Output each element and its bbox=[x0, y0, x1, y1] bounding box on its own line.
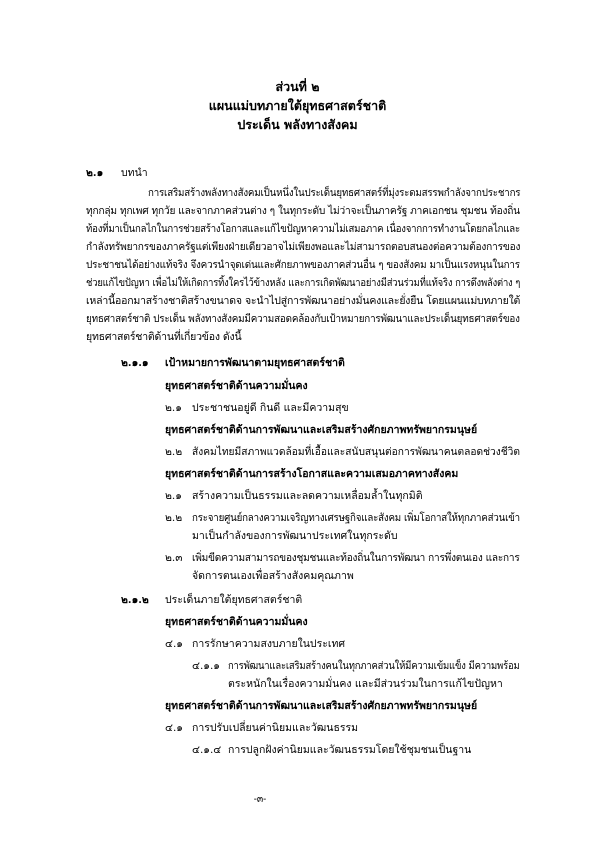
page-number: -๓- bbox=[253, 793, 267, 805]
topic-title: ประเด็น พลังทางสังคม bbox=[237, 117, 358, 132]
item-text-continued: จัดการตนเองเพื่อสร้างสังคมคุณภาพ bbox=[192, 570, 354, 582]
intro-line: ยุทธศาสตร์ชาติ ประเด็น พลังทางสังคมมีความสอดคล้องกับเป้าหมายการพัฒนาและประเด็นยุทธศาสตร์ของ bbox=[86, 313, 520, 325]
strategy-heading: ยุทธศาสตร์ชาติด้านความมั่นคง bbox=[165, 616, 308, 628]
item-number: ๒.๓ bbox=[165, 552, 183, 564]
item-text: การรักษาความสงบภายในประเทศ bbox=[192, 638, 346, 650]
item-number: ๒.๒ bbox=[165, 446, 183, 458]
strategy-heading: ยุทธศาสตร์ชาติด้านการพัฒนาและเสริมสร้างศักยภาพทรัพยากรมนุษย์ bbox=[165, 424, 478, 436]
item-number: ๒.๑ bbox=[165, 402, 182, 414]
item-number: ๔.๑ bbox=[165, 638, 183, 650]
strategy-heading: ยุทธศาสตร์ชาติด้านความมั่นคง bbox=[165, 380, 308, 392]
item-number: ๒.๒ bbox=[165, 512, 183, 524]
intro-line: การเสริมสร้างพลังทางสังคมเป็นหนึ่งในประเด็นยุทธศาสตร์ที่มุ่งระดมสรรพกำลังจากประชากร bbox=[148, 187, 521, 199]
section-number: ๒.๑ bbox=[86, 167, 104, 179]
strategy-heading: ยุทธศาสตร์ชาติด้านการสร้างโอกาสและความเสมอภาคทางสังคม bbox=[165, 468, 459, 480]
subitem-number: ๔.๑.๑ bbox=[192, 660, 220, 672]
item-number: ๒.๑ bbox=[165, 490, 182, 502]
item-number: ๔.๑ bbox=[165, 722, 183, 734]
subitem-text: การปลูกฝังค่านิยมและวัฒนธรรมโดยใช้ชุมชนเป็นฐาน bbox=[228, 744, 472, 756]
intro-line: เหล่านี้ออกมาสร้างชาติสร้างขนาดจ จะนำไปสู่การพัฒนาอย่างมั่นคงและยั่งยืน โดยแผนแม่บทภายใต้ bbox=[86, 295, 521, 307]
intro-line: ทุกกลุ่ม ทุกเพศ ทุกวัย และจากภาคส่วนต่าง ๆ ในทุกระดับ ไม่ว่าจะเป็นภาครัฐ ภาคเอกชน ชุมชน ท้องถิ่น bbox=[86, 205, 520, 217]
plan-title: แผนแม่บทภายใต้ยุทธศาสตร์ชาติ bbox=[208, 98, 387, 113]
subsection-number: ๒.๑.๑ bbox=[121, 357, 149, 369]
intro-line: ประชาชนได้อย่างแท้จริง จึงควรนำจุดเด่นและศักยภาพของภาคส่วนอื่น ๆ ของสังคม มาเป็นแรงหนุนในการ bbox=[86, 259, 520, 271]
intro-line: กำลังทรัพยากรของภาครัฐแต่เพียงฝ่ายเดียวอาจไม่เพียงพอและไม่สามารถตอบสนองต่อความต้องการของ bbox=[86, 241, 521, 253]
intro-line: ยุทธศาสตร์ชาติด้านที่เกี่ยวข้อง ดังนี้ bbox=[86, 331, 242, 343]
item-text: สร้างความเป็นธรรมและลดความเหลื่อมล้ำในทุกมิติ bbox=[192, 490, 423, 502]
part-title: ส่วนที่ ๒ bbox=[275, 79, 320, 94]
item-text: สังคมไทยมีสภาพแวดล้อมที่เอื้อและสนับสนุนต่อการพัฒนาคนตลอดช่วงชีวิต bbox=[192, 446, 520, 458]
subitem-number: ๔.๑.๔ bbox=[192, 744, 222, 756]
intro-line: ช่วยแก้ไขปัญหา เพื่อไม่ให้เกิดการทิ้งใครไว้ข้างหลัง และการเกิดพัฒนาอย่างมีส่วนร่วมที่แท้จริง การดึงพลังต่าง ๆ bbox=[86, 277, 521, 289]
subsection-number: ๒.๑.๒ bbox=[121, 594, 149, 606]
item-text: การปรับเปลี่ยนค่านิยมและวัฒนธรรม bbox=[192, 722, 359, 734]
section-title: บทนำ bbox=[121, 167, 148, 179]
item-text: ประชาชนอยู่ดี กินดี และมีความสุข bbox=[192, 402, 349, 414]
item-text: กระจายศูนย์กลางความเจริญทางเศรษฐกิจและสังคม เพิ่มโอกาสให้ทุกภาคส่วนเข้า bbox=[192, 512, 520, 524]
item-text: เพิ่มขีดความสามารถของชุมชนและท้องถิ่นในการพัฒนา การพึ่งตนเอง และการ bbox=[192, 552, 520, 564]
intro-line: ท้องที่มาเป็นกลไกในการช่วยสร้างโอกาสและแก้ไขปัญหาความไม่เสมอภาค เนื่องจากการทำงานโดยกลไกและ bbox=[86, 223, 520, 235]
item-text-continued: มาเป็นกำลังของการพัฒนาประเทศในทุกระดับ bbox=[192, 530, 398, 542]
subitem-text-continued: ตระหนักในเรื่องความมั่นคง และมีส่วนร่วมในการแก้ไขปัญหา bbox=[228, 678, 503, 690]
subsection-title: ประเด็นภายใต้ยุทธศาสตร์ชาติ bbox=[165, 594, 303, 606]
subsection-title: เป้าหมายการพัฒนาตามยุทธศาสตร์ชาติ bbox=[165, 357, 345, 369]
subitem-text: การพัฒนาและเสริมสร้างคนในทุกภาคส่วนให้มีความเข้มแข็ง มีความพร้อม bbox=[228, 660, 520, 672]
strategy-heading: ยุทธศาสตร์ชาติด้านการพัฒนาและเสริมสร้างศักยภาพทรัพยากรมนุษย์ bbox=[165, 700, 478, 712]
